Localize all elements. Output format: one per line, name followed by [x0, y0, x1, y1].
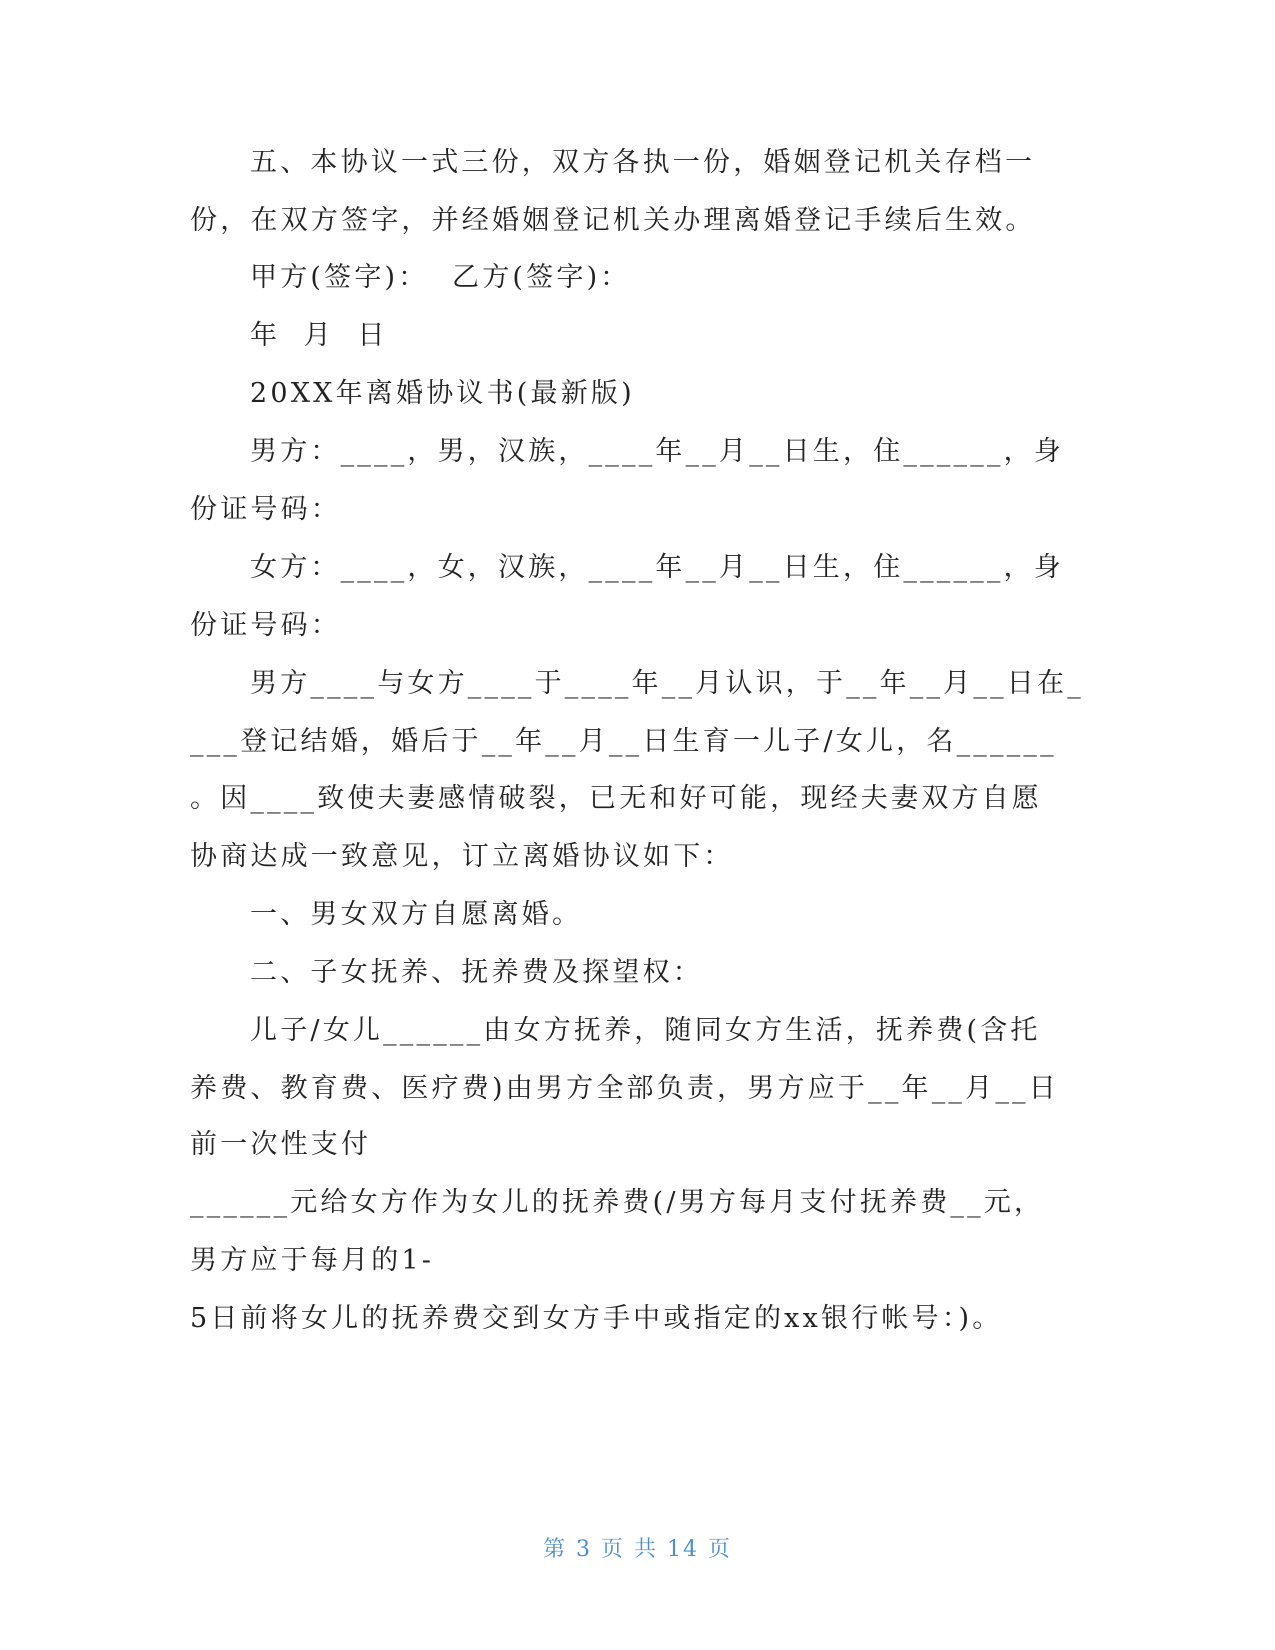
footer-current-page: 3 [576, 1537, 592, 1562]
paragraph-line: ______元给女方作为女儿的抚养费(/男方每月支付抚养费__元， [190, 1187, 1045, 1218]
paragraph-line: 。因____致使夫妻感情破裂，已无和好可能，现经夫妻双方自愿 [190, 783, 1042, 814]
document-title: 20XX年离婚协议书(最新版) [250, 378, 635, 409]
paragraph-line: 一、男女双方自愿离婚。 [250, 899, 583, 930]
paragraph-line: 男方____与女方____于____年__月认识，于__年__月__日在_ [250, 668, 1084, 699]
signature-line: 甲方(签字)： 乙方(签字)： [250, 262, 631, 293]
paragraph-line: 份证号码： [190, 610, 341, 641]
paragraph-line: 5日前将女儿的抚养费交到女方手中或指定的xx银行帐号：)。 [190, 1303, 1003, 1334]
paragraph-line: 女方：____，女，汉族，____年__月__日生，住______，身 [250, 552, 1064, 583]
paragraph-line: 协商达成一致意见，订立离婚协议如下： [190, 841, 734, 872]
paragraph-line: 前一次性支付 [190, 1129, 372, 1160]
paragraph-line: 份，在双方签字，并经婚姻登记机关办理离婚登记手续后生效。 [190, 205, 1036, 236]
paragraph-line: 男方应于每月的1- [190, 1245, 435, 1276]
paragraph-line: 男方：____，男，汉族，____年__月__日生，住______，身 [250, 436, 1064, 467]
paragraph-line: 儿子/女儿______由女方抚养，随同女方生活，抚养费(含托 [250, 1015, 1041, 1046]
date-line: 年 月 日 [250, 320, 388, 351]
footer-middle: 页 共 [601, 1537, 658, 1562]
page-footer [0, 1532, 1275, 1563]
paragraph-line: 养费、教育费、医疗费)由男方全部负责，男方应于__年__月__日 [190, 1073, 1059, 1104]
paragraph-line: ___登记结婚，婚后于__年__月__日生育一儿子/女儿，名______ [190, 726, 1057, 757]
footer-suffix: 页 [708, 1537, 733, 1562]
paragraph-line: 份证号码： [190, 494, 341, 525]
footer-prefix: 第 [542, 1537, 567, 1562]
paragraph-line: 五、本协议一式三份，双方各执一份，婚姻登记机关存档一 [250, 147, 1036, 178]
footer-total-pages: 14 [667, 1537, 699, 1562]
paragraph-line: 二、子女抚养、抚养费及探望权： [250, 957, 703, 988]
